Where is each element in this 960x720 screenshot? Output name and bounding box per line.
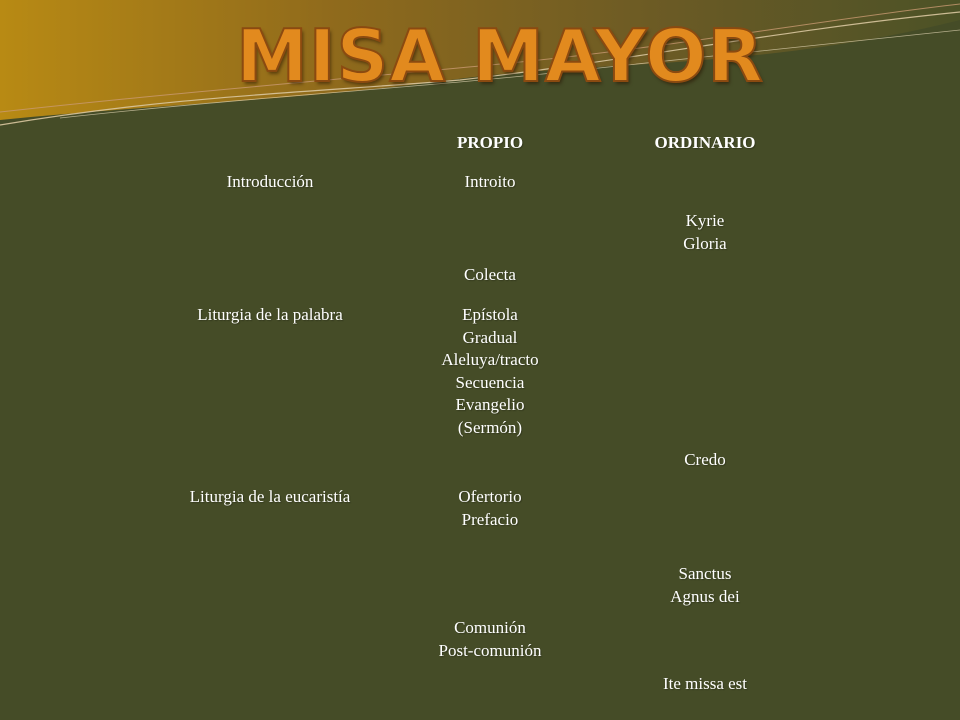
ordinario-item: Gloria bbox=[683, 233, 727, 253]
propio-item: Prefacio bbox=[461, 509, 519, 529]
ordinario-item: Agnus dei bbox=[670, 586, 740, 606]
ordinario-kyrie-gloria bbox=[610, 210, 800, 255]
section-introduccion: Introducción bbox=[226, 172, 314, 191]
slide-title: MISA MAYOR bbox=[236, 14, 764, 98]
ordinario-item: Sanctus bbox=[678, 564, 732, 583]
propio-item: Aleluya/tracto bbox=[441, 350, 539, 369]
propio-ofertorio-prefacio bbox=[400, 486, 580, 531]
section-liturgia-palabra: Liturgia de la palabra bbox=[197, 305, 343, 324]
propio-item: Secuencia bbox=[455, 372, 525, 392]
section-liturgia-eucaristia: Liturgia de la eucaristía bbox=[189, 487, 351, 506]
propio-item: Ofertorio bbox=[458, 487, 522, 506]
propio-colecta: Colecta bbox=[464, 265, 516, 284]
propio-item: Comunión bbox=[454, 618, 526, 637]
propio-item: Post-comunión bbox=[438, 640, 542, 660]
header-ordinario: ORDINARIO bbox=[654, 133, 756, 152]
propio-item: Gradual bbox=[462, 327, 518, 347]
propio-item: (Sermón) bbox=[457, 417, 523, 437]
ordinario-credo: Credo bbox=[684, 450, 726, 469]
propio-comunion bbox=[400, 617, 580, 662]
ordinario-ite-missa-est: Ite missa est bbox=[662, 674, 748, 693]
header-propio: PROPIO bbox=[456, 133, 524, 152]
ordinario-item: Kyrie bbox=[685, 211, 725, 230]
propio-introito: Introito bbox=[464, 172, 516, 191]
propio-item: Epístola bbox=[462, 305, 518, 324]
ordinario-sanctus-agnus bbox=[610, 563, 800, 608]
propio-liturgia-palabra-list bbox=[400, 304, 580, 439]
propio-item: Evangelio bbox=[455, 395, 525, 414]
